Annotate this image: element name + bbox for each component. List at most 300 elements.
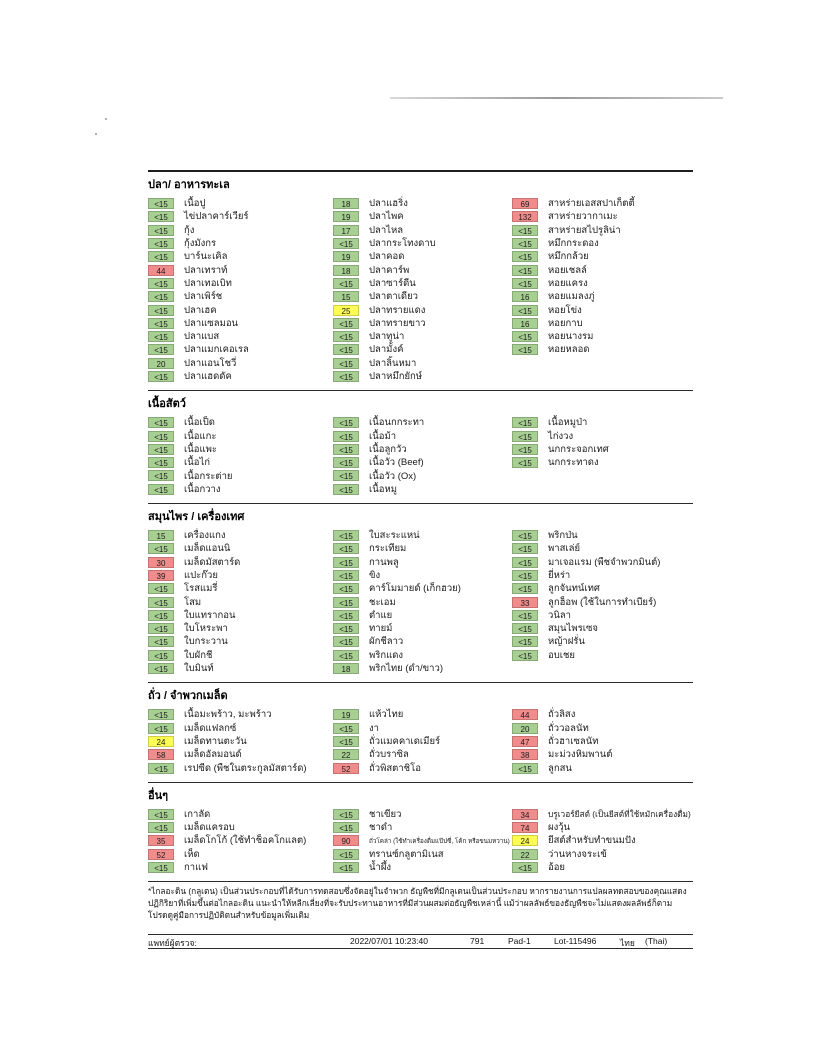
result-value-badge: <15 bbox=[148, 822, 174, 833]
result-label: หอยนางรม bbox=[548, 331, 594, 343]
footnote: *ไกลอะดิน (กลูเตน) เป็นส่วนประกอบที่ได้รับการทดสอบซึ่งจัดอยู่ในจำพวก ธัญพืชที่มีกลูเตนเป็นส่วนประกอบ หากรายงานการแปลผลทดสอบของคุณแสดงปฏิกิริยาที่เพิ่มขึ้นต่อไกลอะดิน แนะนำให้หลีกเลี่ยงที่จะรับประทานอาหารที่มีส่วนผสมต่อธัญพืชเหล่านี้ แม้ว่าผลลัพธ์ของธัญพืชจะไม่แสดงผลลัพธ์ก็ตาม โปรดดูคู่มือการปฏิบัติตนสำหรับข้อมูลเพิ่มเติม bbox=[148, 881, 693, 925]
result-row bbox=[148, 210, 333, 223]
result-label: หอยแครง bbox=[548, 277, 588, 289]
result-label: ผักชีลาว bbox=[369, 636, 404, 648]
result-value-badge: <15 bbox=[512, 570, 538, 581]
result-column bbox=[512, 529, 693, 675]
result-value-badge: <15 bbox=[512, 636, 538, 647]
result-label: ปลาซาร์ดีน bbox=[369, 277, 416, 289]
result-label: ยีสต์สำหรับทำขนมปัง bbox=[548, 835, 636, 847]
result-label: ปลาทูน่า bbox=[369, 331, 405, 343]
result-value-badge: 22 bbox=[333, 749, 359, 760]
result-row bbox=[148, 821, 333, 834]
result-value-badge: <15 bbox=[333, 736, 359, 747]
result-row bbox=[333, 197, 512, 210]
result-row bbox=[512, 330, 693, 343]
result-row bbox=[333, 722, 512, 735]
result-row bbox=[148, 708, 333, 721]
result-value-badge: <15 bbox=[512, 862, 538, 873]
result-value-badge: <15 bbox=[148, 610, 174, 621]
result-value-badge: 15 bbox=[148, 530, 174, 541]
result-value-badge: <15 bbox=[333, 597, 359, 608]
result-label: มะม่วงหิมพานต์ bbox=[548, 749, 613, 761]
result-label: กุ้ง bbox=[184, 224, 195, 236]
result-label: พาสเล่ย์ bbox=[548, 543, 581, 555]
result-row bbox=[512, 317, 693, 330]
result-value-badge: 69 bbox=[512, 198, 538, 209]
result-label: นกกระจอกเทศ bbox=[548, 443, 609, 455]
result-row bbox=[512, 224, 693, 237]
result-label: เนื้อเป็ด bbox=[184, 417, 215, 429]
result-row bbox=[512, 821, 693, 834]
result-label: ไก่งวง bbox=[548, 430, 574, 442]
result-row bbox=[333, 821, 512, 834]
result-column bbox=[333, 529, 512, 675]
result-row bbox=[333, 529, 512, 542]
result-value-badge: <15 bbox=[512, 623, 538, 634]
result-row bbox=[333, 263, 512, 276]
result-label: แปะก๊วย bbox=[184, 569, 218, 581]
result-value-badge: <15 bbox=[148, 278, 174, 289]
result-row bbox=[333, 649, 512, 662]
result-row bbox=[512, 197, 693, 210]
result-value-badge: <15 bbox=[333, 543, 359, 554]
result-label: สาหร่ายสไปรูลิน่า bbox=[548, 224, 621, 236]
result-row bbox=[333, 748, 512, 761]
result-row bbox=[333, 834, 512, 847]
result-value-badge: <15 bbox=[148, 583, 174, 594]
result-row bbox=[333, 429, 512, 442]
result-row bbox=[512, 556, 693, 569]
result-value-badge: <15 bbox=[148, 417, 174, 428]
result-value-badge: 19 bbox=[333, 211, 359, 222]
result-row bbox=[148, 263, 333, 276]
result-row bbox=[148, 848, 333, 861]
footer-datetime: 2022/07/01 10:23:40 bbox=[350, 936, 428, 947]
result-label: เนื้อปู bbox=[184, 198, 206, 210]
result-row bbox=[512, 622, 693, 635]
result-value-badge: <15 bbox=[512, 444, 538, 455]
result-row bbox=[512, 582, 693, 595]
result-label: เนื้อมะพร้าว, มะพร้าว bbox=[184, 709, 272, 721]
result-label: ชาดำ bbox=[369, 822, 393, 834]
result-label: เนื้อกระต่าย bbox=[184, 470, 233, 482]
result-value-badge: <15 bbox=[148, 318, 174, 329]
result-row bbox=[333, 290, 512, 303]
result-column bbox=[512, 808, 693, 874]
result-row bbox=[148, 290, 333, 303]
result-value-badge: <15 bbox=[512, 331, 538, 342]
result-row bbox=[333, 456, 512, 469]
result-label: หอยกาบ bbox=[548, 317, 583, 329]
result-row bbox=[512, 210, 693, 223]
result-label: ถั่วฮาเซลนัท bbox=[548, 735, 599, 747]
result-label: ว่านหางจระเข้ bbox=[548, 848, 607, 860]
result-column bbox=[333, 416, 512, 496]
section-title: เนื้อสัตว์ bbox=[148, 398, 186, 411]
result-value-badge: 44 bbox=[512, 709, 538, 720]
result-label: ปลาแอนโชวี่ bbox=[184, 357, 237, 369]
footer-ref-number: 791 bbox=[470, 936, 485, 947]
result-row bbox=[333, 808, 512, 821]
result-value-badge: 30 bbox=[148, 557, 174, 568]
result-row bbox=[148, 483, 333, 496]
result-label: ปลาทรายแดง bbox=[369, 304, 426, 316]
result-row bbox=[148, 622, 333, 635]
result-label: เนื้อแกะ bbox=[184, 430, 217, 442]
result-row bbox=[333, 317, 512, 330]
result-value-badge: <15 bbox=[333, 809, 359, 820]
result-value-badge: <15 bbox=[148, 597, 174, 608]
result-value-badge: <15 bbox=[512, 431, 538, 442]
result-label: ปลาไพค bbox=[369, 211, 404, 223]
result-row bbox=[333, 569, 512, 582]
result-value-badge: <15 bbox=[148, 650, 174, 661]
result-row bbox=[333, 237, 512, 250]
result-column bbox=[148, 708, 333, 774]
result-label: พริกไทย (ดำ/ขาว) bbox=[369, 663, 443, 675]
result-value-badge: <15 bbox=[333, 583, 359, 594]
result-value-badge: 33 bbox=[512, 597, 538, 608]
result-row bbox=[148, 317, 333, 330]
result-label: ถั่วบราซิล bbox=[369, 749, 409, 761]
result-label: เนื้อนกกระทา bbox=[369, 417, 425, 429]
result-label: ใบมินท์ bbox=[184, 663, 214, 675]
result-value-badge: 16 bbox=[512, 318, 538, 329]
result-row bbox=[148, 197, 333, 210]
result-row bbox=[148, 443, 333, 456]
result-label: ใบกระวาน bbox=[184, 636, 228, 648]
result-value-badge: <15 bbox=[148, 211, 174, 222]
result-label: เมล็ดแฟลกซ์ bbox=[184, 722, 237, 734]
result-value-badge: <15 bbox=[148, 198, 174, 209]
result-label: ปลาตาเดียว bbox=[369, 291, 419, 303]
result-row bbox=[512, 834, 693, 847]
result-value-badge: <15 bbox=[512, 583, 538, 594]
result-label: ใบผักชี bbox=[184, 649, 213, 661]
result-value-badge: <15 bbox=[148, 371, 174, 382]
result-value-badge: 34 bbox=[512, 809, 538, 820]
result-row bbox=[148, 303, 333, 316]
result-value-badge: 35 bbox=[148, 835, 174, 846]
result-label: กุ้งมังกร bbox=[184, 238, 217, 250]
result-row bbox=[512, 735, 693, 748]
result-label: เนื้อหมูป่า bbox=[548, 417, 588, 429]
result-row bbox=[148, 529, 333, 542]
result-label: ทรานซ์กลูตามิเนส bbox=[369, 848, 444, 860]
result-label: เกาลัด bbox=[184, 808, 211, 820]
result-column bbox=[148, 808, 333, 874]
result-value-badge: <15 bbox=[512, 763, 538, 774]
result-row bbox=[148, 595, 333, 608]
result-value-badge: <15 bbox=[333, 484, 359, 495]
result-label: ปลาแซลมอน bbox=[184, 317, 239, 329]
result-label: สมุนไพรเซจ bbox=[548, 623, 598, 635]
result-label: น้ำผึ้ง bbox=[369, 862, 392, 874]
result-value-badge: 24 bbox=[512, 835, 538, 846]
result-row bbox=[148, 662, 333, 675]
result-value-badge: <15 bbox=[333, 570, 359, 581]
result-label: ปลาแฮดดัค bbox=[184, 371, 232, 383]
result-row bbox=[148, 469, 333, 482]
result-row bbox=[333, 343, 512, 356]
result-value-badge: <15 bbox=[333, 331, 359, 342]
result-value-badge: <15 bbox=[148, 431, 174, 442]
result-value-badge: <15 bbox=[148, 251, 174, 262]
result-value-badge: 58 bbox=[148, 749, 174, 760]
result-column bbox=[148, 197, 333, 383]
result-value-badge: <15 bbox=[333, 444, 359, 455]
result-value-badge: <15 bbox=[333, 530, 359, 541]
result-label: เนื้อกวาง bbox=[184, 483, 221, 495]
result-row bbox=[333, 357, 512, 370]
result-value-badge: <15 bbox=[333, 822, 359, 833]
result-row bbox=[512, 649, 693, 662]
result-value-badge: <15 bbox=[333, 723, 359, 734]
result-value-badge: 74 bbox=[512, 822, 538, 833]
result-row bbox=[148, 722, 333, 735]
result-row bbox=[333, 556, 512, 569]
result-row bbox=[333, 582, 512, 595]
result-label: วนิลา bbox=[548, 609, 571, 621]
result-label: กานพลู bbox=[369, 556, 399, 568]
result-row bbox=[512, 635, 693, 648]
result-row bbox=[512, 456, 693, 469]
result-label: ไข่ปลาคาร์เวียร์ bbox=[184, 211, 249, 223]
result-value-badge: <15 bbox=[148, 709, 174, 720]
result-row bbox=[148, 556, 333, 569]
result-value-badge: 20 bbox=[148, 358, 174, 369]
result-column bbox=[512, 416, 693, 496]
result-row bbox=[333, 483, 512, 496]
result-value-badge: <15 bbox=[148, 344, 174, 355]
result-row bbox=[512, 708, 693, 721]
result-row bbox=[333, 210, 512, 223]
result-label: พริกป่น bbox=[548, 530, 578, 542]
result-label: บรูเวอร์ยีสต์ (เป็นยีสต์ที่ใช้หมักเครื่องดื่ม) bbox=[548, 809, 691, 820]
result-row bbox=[512, 290, 693, 303]
result-row bbox=[148, 370, 333, 383]
result-label: ปลาแมกเคอเรล bbox=[184, 344, 249, 356]
result-value-badge: <15 bbox=[512, 530, 538, 541]
result-row bbox=[148, 429, 333, 442]
result-row bbox=[148, 735, 333, 748]
result-row bbox=[333, 662, 512, 675]
result-row bbox=[148, 250, 333, 263]
result-label: อ้อย bbox=[548, 862, 565, 874]
result-label: ตำแย bbox=[369, 609, 393, 621]
result-label: ปลาเทราท์ bbox=[184, 264, 228, 276]
result-label: ใบโหระพา bbox=[184, 623, 228, 635]
result-label: ผงวุ้น bbox=[548, 822, 571, 834]
result-row bbox=[512, 250, 693, 263]
result-row bbox=[333, 303, 512, 316]
result-value-badge: <15 bbox=[148, 663, 174, 674]
result-value-badge: 52 bbox=[333, 763, 359, 774]
result-label: กระเทียม bbox=[369, 543, 407, 555]
result-value-badge: 19 bbox=[333, 709, 359, 720]
result-label: ชาเขียว bbox=[369, 808, 402, 820]
result-value-badge: <15 bbox=[512, 344, 538, 355]
result-label: เนื้อวัว (Beef) bbox=[369, 457, 424, 469]
result-value-badge: 16 bbox=[512, 291, 538, 302]
result-row bbox=[148, 861, 333, 874]
result-row bbox=[333, 469, 512, 482]
result-label: ยี่หร่า bbox=[548, 569, 571, 581]
result-value-badge: <15 bbox=[333, 278, 359, 289]
result-row bbox=[512, 808, 693, 821]
result-value-badge: <15 bbox=[333, 610, 359, 621]
result-row bbox=[512, 595, 693, 608]
result-row bbox=[512, 542, 693, 555]
result-value-badge: <15 bbox=[333, 636, 359, 647]
result-value-badge: 18 bbox=[333, 663, 359, 674]
result-row bbox=[333, 609, 512, 622]
result-label: ใบสะระแหน่ bbox=[369, 530, 420, 542]
result-row bbox=[333, 848, 512, 861]
result-row bbox=[333, 595, 512, 608]
result-row bbox=[333, 250, 512, 263]
footer-language-thai: ไทย bbox=[620, 938, 635, 949]
result-value-badge: 18 bbox=[333, 198, 359, 209]
result-label: หอยโข่ง bbox=[548, 304, 582, 316]
result-value-badge: <15 bbox=[148, 470, 174, 481]
result-value-badge: <15 bbox=[333, 862, 359, 873]
result-label: สาหร่ายเอสสปาเก็ตตี้ bbox=[548, 198, 635, 210]
result-label: ขิง bbox=[369, 569, 381, 581]
result-value-badge: <15 bbox=[512, 225, 538, 236]
result-value-badge: <15 bbox=[333, 238, 359, 249]
result-value-badge: <15 bbox=[148, 623, 174, 634]
result-column bbox=[512, 197, 693, 383]
result-row bbox=[512, 277, 693, 290]
result-row bbox=[333, 542, 512, 555]
result-row bbox=[512, 237, 693, 250]
result-value-badge: <15 bbox=[148, 457, 174, 468]
result-label: ปลาเฮค bbox=[184, 304, 217, 316]
result-row bbox=[512, 861, 693, 874]
result-row bbox=[512, 722, 693, 735]
result-row bbox=[148, 456, 333, 469]
result-value-badge: 18 bbox=[333, 265, 359, 276]
result-label: เมล็ดโกโก้ (ใช้ทำช็อคโกแลต) bbox=[184, 835, 307, 847]
result-value-badge: <15 bbox=[333, 623, 359, 634]
result-label: ปลากระโทงดาบ bbox=[369, 238, 436, 250]
result-value-badge: 47 bbox=[512, 736, 538, 747]
result-value-badge: 24 bbox=[148, 736, 174, 747]
result-value-badge: <15 bbox=[148, 225, 174, 236]
result-value-badge: <15 bbox=[148, 331, 174, 342]
result-label: ปลาแบส bbox=[184, 331, 220, 343]
result-row bbox=[512, 429, 693, 442]
result-label: กาแฟ bbox=[184, 862, 208, 874]
result-label: พริกแดง bbox=[369, 649, 404, 661]
result-row bbox=[512, 303, 693, 316]
result-label: ปลาแฮริ่ง bbox=[369, 198, 408, 210]
result-row bbox=[333, 861, 512, 874]
result-label: แห้วไทย bbox=[369, 709, 404, 721]
scan-line-artifact bbox=[390, 97, 723, 99]
result-row bbox=[333, 622, 512, 635]
result-value-badge: <15 bbox=[512, 251, 538, 262]
result-label: คาร์โมมายด์ (เก็กฮวย) bbox=[369, 583, 461, 595]
result-value-badge: <15 bbox=[512, 457, 538, 468]
result-label: หมึกกล้วย bbox=[548, 251, 589, 263]
report-content bbox=[148, 170, 693, 949]
result-value-badge: 25 bbox=[333, 305, 359, 316]
result-label: บาร์นะเคิล bbox=[184, 251, 228, 263]
result-label: เนื้อไก่ bbox=[184, 457, 210, 469]
result-row bbox=[148, 808, 333, 821]
result-row bbox=[148, 277, 333, 290]
result-row bbox=[512, 443, 693, 456]
result-value-badge: 44 bbox=[148, 265, 174, 276]
result-value-badge: <15 bbox=[333, 457, 359, 468]
result-value-badge: 20 bbox=[512, 723, 538, 734]
result-value-badge: 22 bbox=[512, 849, 538, 860]
result-label: เนื้อหมู bbox=[369, 483, 397, 495]
result-row bbox=[333, 330, 512, 343]
result-row bbox=[333, 443, 512, 456]
result-row bbox=[333, 761, 512, 774]
result-label: หอยหลอด bbox=[548, 344, 590, 356]
scan-dot-artifact bbox=[105, 118, 107, 120]
result-value-badge: 52 bbox=[148, 849, 174, 860]
result-value-badge: <15 bbox=[148, 238, 174, 249]
result-value-badge: 90 bbox=[333, 835, 359, 846]
result-value-badge: 15 bbox=[333, 291, 359, 302]
result-label: หมึกกระดอง bbox=[548, 238, 599, 250]
result-value-badge: <15 bbox=[333, 557, 359, 568]
result-label: ลูกสน bbox=[548, 762, 572, 774]
result-row bbox=[512, 609, 693, 622]
footer-lot: Lot-115496 bbox=[554, 936, 597, 947]
footer-language-en: (Thai) bbox=[645, 936, 668, 947]
footer-pad: Pad-1 bbox=[508, 936, 531, 947]
result-value-badge: <15 bbox=[512, 417, 538, 428]
result-value-badge: <15 bbox=[333, 318, 359, 329]
result-value-badge: <15 bbox=[512, 305, 538, 316]
result-value-badge: 19 bbox=[333, 251, 359, 262]
result-value-badge: <15 bbox=[333, 371, 359, 382]
result-value-badge: <15 bbox=[148, 636, 174, 647]
result-row bbox=[148, 582, 333, 595]
result-row bbox=[512, 343, 693, 356]
result-label: ปลาคาร์พ bbox=[369, 264, 410, 276]
result-value-badge: <15 bbox=[512, 557, 538, 568]
section-nuts-seeds bbox=[148, 682, 693, 781]
result-label: ปลาคอด bbox=[369, 251, 405, 263]
result-value-badge: <15 bbox=[512, 543, 538, 554]
result-value-badge: <15 bbox=[148, 809, 174, 820]
result-label: ใบแทรากอน bbox=[184, 609, 236, 621]
result-column bbox=[148, 529, 333, 675]
result-row bbox=[333, 370, 512, 383]
result-value-badge: <15 bbox=[333, 417, 359, 428]
result-label: เมล็ดทานตะวัน bbox=[184, 735, 247, 747]
result-label: ถั่ววอลนัท bbox=[548, 722, 589, 734]
result-label: ถั่วโคล่า (ใช้ทำเครื่องดื่มแป๊ปซี่, โค้ก หรือขนมหวาน) bbox=[369, 837, 510, 845]
result-label: เมล็ดอัลมอนด์ bbox=[184, 749, 242, 761]
result-row bbox=[148, 330, 333, 343]
result-label: ถั่วลิสง bbox=[548, 709, 576, 721]
result-row bbox=[148, 635, 333, 648]
result-value-badge: 39 bbox=[148, 570, 174, 581]
result-row bbox=[512, 569, 693, 582]
result-label: เมล็ดมัสตาร์ด bbox=[184, 556, 241, 568]
result-label: งา bbox=[369, 722, 379, 734]
result-row bbox=[148, 343, 333, 356]
